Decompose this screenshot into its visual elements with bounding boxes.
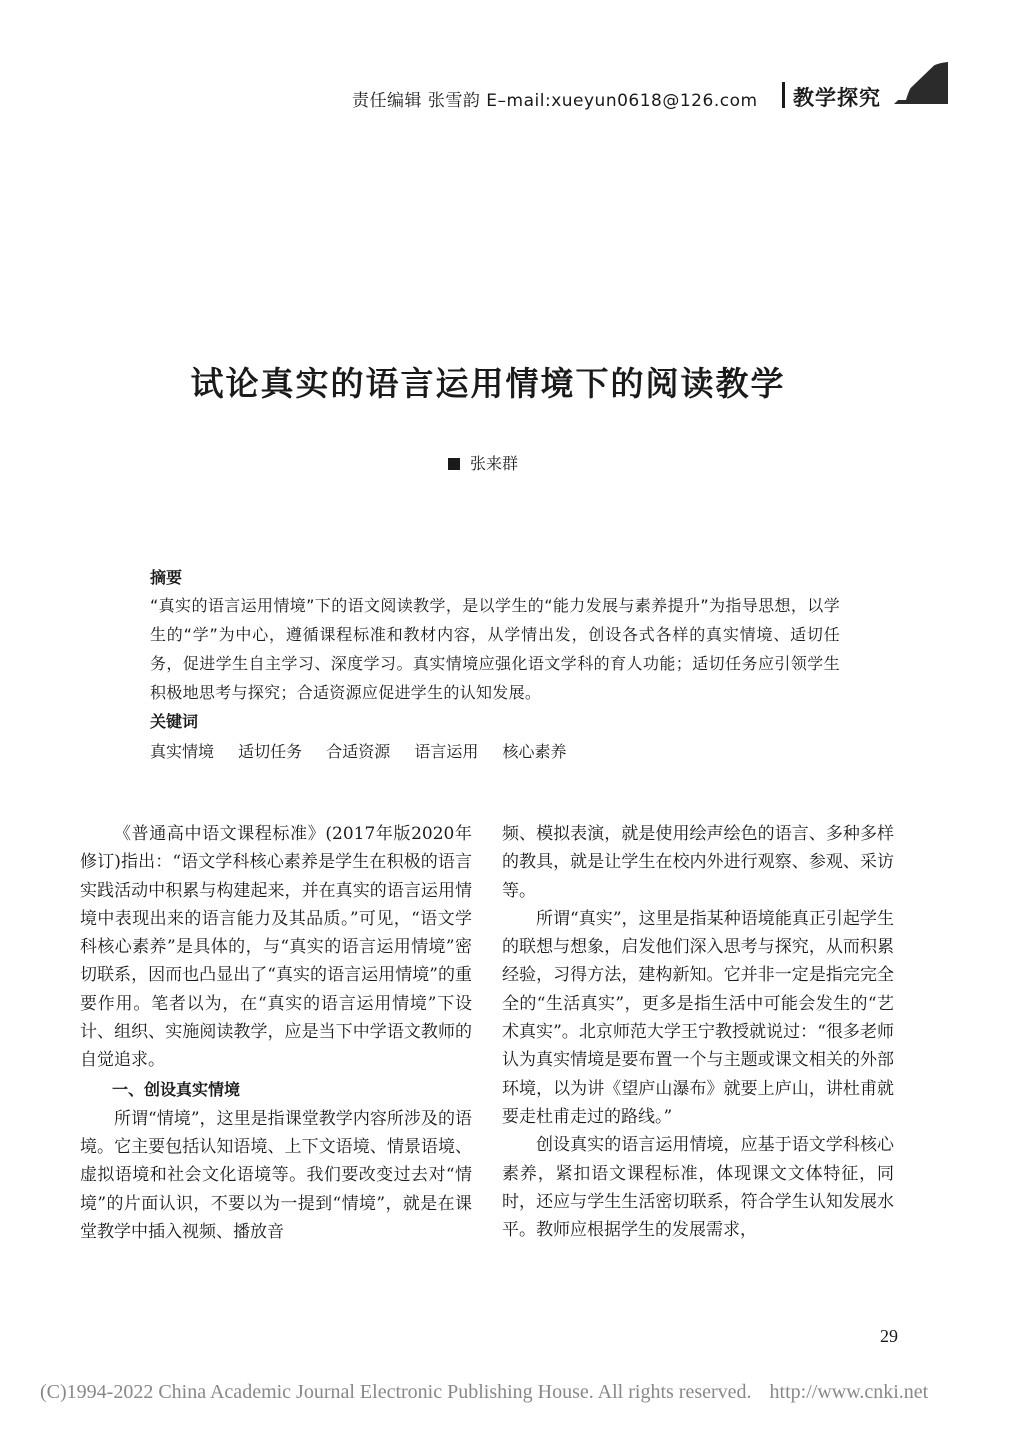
- journal-logo-icon: [892, 50, 950, 106]
- abstract-heading: 摘要: [150, 568, 183, 587]
- abstract-block: [150, 565, 840, 769]
- author-marker-icon: [448, 458, 460, 470]
- section-name: 教学探究: [793, 86, 881, 110]
- author-line: [448, 451, 518, 474]
- abstract-text: “真实的语言运用情境”下的语文阅读教学，是以学生的“能力发展与素养提升”为指导思想，以学生的“学”为中心，遵循课程标准和教材内容，从学情出发，创设各式各样的真实情境、适切任务，促进学生自主学习、深度学习。真实情境应强化语文学科的育人功能；适切任务应引领学生积极地思考与探究；合适资源应促进学生的认知发展。: [150, 596, 840, 702]
- running-header: [330, 80, 950, 116]
- copyright-text: (C)1994-2022 China Academic Journal Electronic Publishing House. All rights reserved.: [40, 1381, 752, 1403]
- keyword: 合适资源: [326, 742, 391, 761]
- copyright-footer: [40, 1381, 980, 1404]
- keyword: 适切任务: [238, 742, 303, 761]
- body-paragraph: 频、模拟表演，就是使用绘声绘色的语言、多种多样的教具，就是让学生在校内外进行观察、参观、采访等。: [502, 824, 894, 901]
- header-divider: [782, 82, 785, 108]
- editor-contact: 责任编辑 张雪韵 E–mail:xueyun0618@126.com: [352, 91, 758, 111]
- footer-url: http://www.cnki.net: [769, 1381, 929, 1403]
- body-column-left: [80, 820, 472, 1246]
- article-title: 试论真实的语言运用情境下的阅读教学: [190, 364, 786, 403]
- body-column-right: [502, 820, 894, 1244]
- body-paragraph: 所谓“真实”，这里是指某种语境能真正引起学生的联想与想象，启发他们深入思考与探究，从而积累经验，习得方法，建构新知。它并非一定是指完完全全的“生活真实”，更多是指生活中可能会发生的“艺术真实”。北京师范大学王宁教授就说过：“很多老师认为真实情境是要布置一个与主题或课文相关的外部环境，以为讲《望庐山瀑布》就要上庐山，讲杜甫就要走杜甫走过的路线。”: [502, 908, 894, 1127]
- keyword: 核心素养: [502, 742, 567, 761]
- body-paragraph: 创设真实的语言运用情境，应基于语文学科核心素养，紧扣语文课程标准，体现课文文体特征，同时，还应与学生生活密切联系，符合学生认知发展水平。教师应根据学生的发展需求，: [502, 1135, 894, 1241]
- page-number: 29: [880, 1326, 898, 1346]
- keyword: 真实情境: [150, 742, 215, 761]
- keyword: 语言运用: [414, 742, 479, 761]
- section-heading: 一、创设真实情境: [112, 1079, 241, 1099]
- body-paragraph: 《普通高中语文课程标准》(2017年版2020年修订)指出：“语文学科核心素养是学生在积极的语言实践活动中积累与构建起来，并在真实的语言运用情境中表现出来的语言能力及其品质。”可见，“语文学科核心素养”是具体的，与“真实的语言运用情境”密切联系，因而也凸显出了“真实的语言运用情境”的重要作用。笔者以为，在“真实的语言运用情境”下设计、组织、实施阅读教学，应是当下中学语文教师的自觉追求。: [80, 824, 472, 1071]
- keywords-heading: 关键词: [150, 712, 199, 731]
- keywords-list: [150, 735, 840, 769]
- body-paragraph: 所谓“情境”，这里是指课堂教学内容所涉及的语境。它主要包括认知语境、上下文语境、情景语境、虚拟语境和社会文化语境等。我们要改变过去对“情境”的片面认识，不要以为一提到“情境”，就是在课堂教学中插入视频、播放音: [80, 1108, 472, 1242]
- author-name: 张来群: [470, 454, 519, 473]
